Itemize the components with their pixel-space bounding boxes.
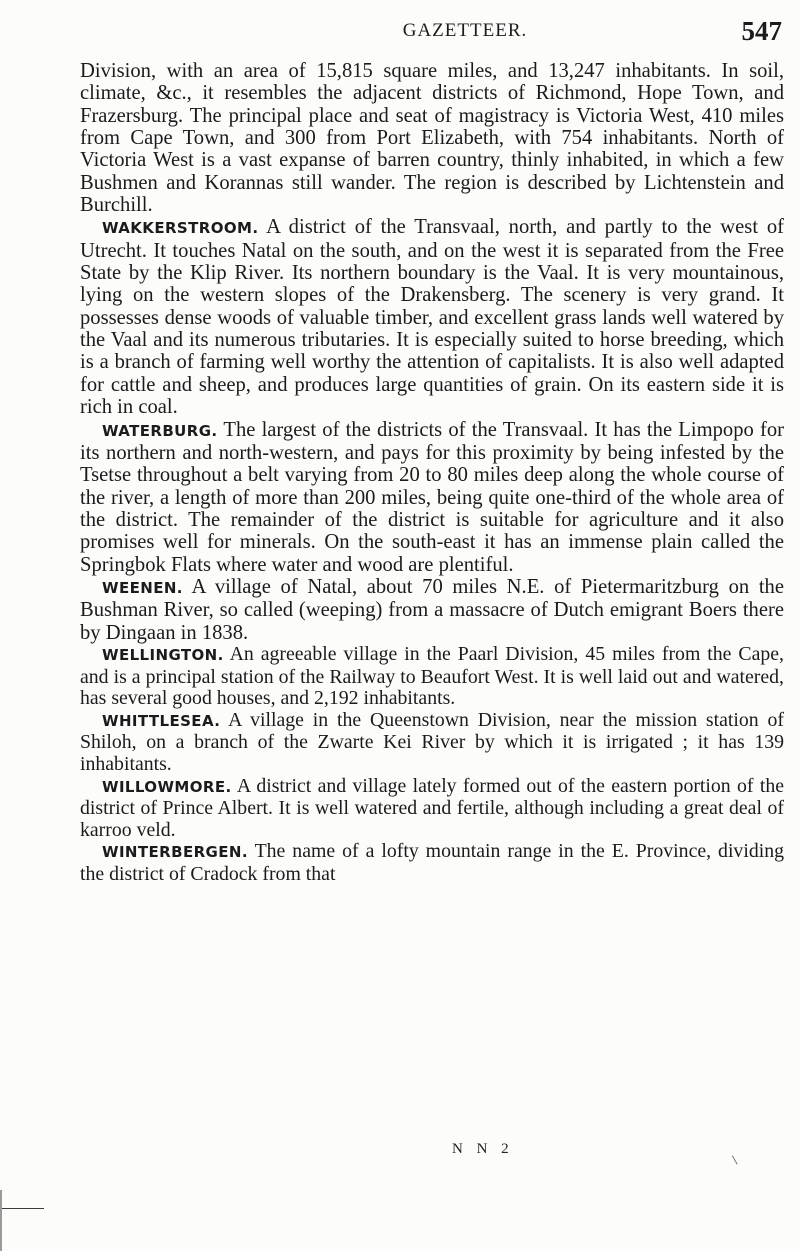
entry-headword: WHITTLESEA. xyxy=(102,711,221,730)
entry-headword: WATERBURG. xyxy=(102,421,218,440)
running-head xyxy=(78,16,782,46)
page-number: 547 xyxy=(741,16,782,46)
entry-body: The largest of the districts of the Transvaal. It has the Limpopo for its northern and north-western, and pays for this proximity by being infested by the Tsetse throughout a belt varying from 20 to 80 miles deep along the whole course of the river, a length of more than 200 miles, being quite one-third of the whole area of the district. The remainder of the district is suitable for agriculture and it also promises well for minerals. On the south-east it has an immense plain called the Springbok Flats where water and wood are plentiful. xyxy=(80,418,785,576)
entry-body: Division, with an area of 15,815 square miles, and 13,247 inhabitants. In soil, climate, &c., it resembles the adjacent districts of Richmond, Hope Town, and Frazersburg. The principal place and seat of magistracy is Victoria West, 410 miles from Cape Town, and 300 from Port Elizabeth, with 754 inhabitants. North of Victoria West is a vast expanse of barren country, thinly inhabited, in which a few Bushmen and Korannas still wander. The region is described by Lichtenstein and Burchill. xyxy=(80,60,784,217)
gazetteer-text xyxy=(80,60,784,885)
entry-body: An agreeable village in the Paarl Division, 45 miles from the Cape, and is a principal station of the Railway to Beaufort West. It is well laid out and watered, has several good houses, and 2,192 inhabitants. xyxy=(80,642,784,710)
entry-body: A village in the Queenstown Division, near the mission station of Shiloh, on a branch of the Zwarte Kei River by which it is irrigated ; it has 139 inhabitants. xyxy=(80,708,784,775)
entry-body: The name of a lofty mountain range in the E. Province, dividing the district of Cradock from that xyxy=(80,840,784,885)
entry-wakkerstroom xyxy=(80,216,784,418)
signature-mark: N N 2 xyxy=(452,1141,514,1157)
entry-victoria-west-continued xyxy=(80,60,784,216)
entry-wellington xyxy=(80,644,784,710)
entry-body: A district of the Transvaal, north, and partly to the west of Utrecht. It touches Natal on the south, and on the west it is separated from the Free State by the Klip River. Its northern boundary is the Vaal. It is very mountainous, lying on the western slopes of the Drakensberg. The scenery is very grand. It possesses dense woods of valuable timber, and excellent grass lands well watered by the Vaal and its numerous tributaries. It is especially suited to horse breeding, which is a branch of farming well worthy the attention of capitalists. It is also well adapted for cattle and sheep, and produces large quantities of grain. On its eastern side it is rich in coal. xyxy=(80,216,785,419)
entry-waterburg xyxy=(80,419,784,576)
entry-body: A village of Natal, about 70 miles N.E. of Pietermaritzburg on the Bushman River, so called (weeping) from a massacre of Dutch emigrant Boers there by Dingaan in 1838. xyxy=(80,575,784,644)
entry-whittlesea xyxy=(80,710,784,776)
entry-headword: WINTERBERGEN. xyxy=(102,843,248,862)
entry-weenen xyxy=(80,576,784,644)
entry-headword: WAKKERSTROOM. xyxy=(102,219,259,238)
entry-body: A district and village lately formed out of the eastern portion of the district of Prince Albert. It is well watered and fertile, although including a great deal of karroo veld. xyxy=(80,774,784,841)
page-edge-shadow xyxy=(0,1190,2,1251)
entry-headword: WELLINGTON. xyxy=(102,645,224,664)
page-edge-rule xyxy=(0,1208,44,1209)
stray-mark xyxy=(732,1153,741,1164)
running-head-title: GAZETTEER. xyxy=(402,20,528,41)
entry-willowmore xyxy=(80,776,784,842)
entry-headword: WEENEN. xyxy=(102,578,183,597)
entry-winterbergen xyxy=(80,841,784,885)
entry-headword: WILLOWMORE. xyxy=(102,777,232,796)
